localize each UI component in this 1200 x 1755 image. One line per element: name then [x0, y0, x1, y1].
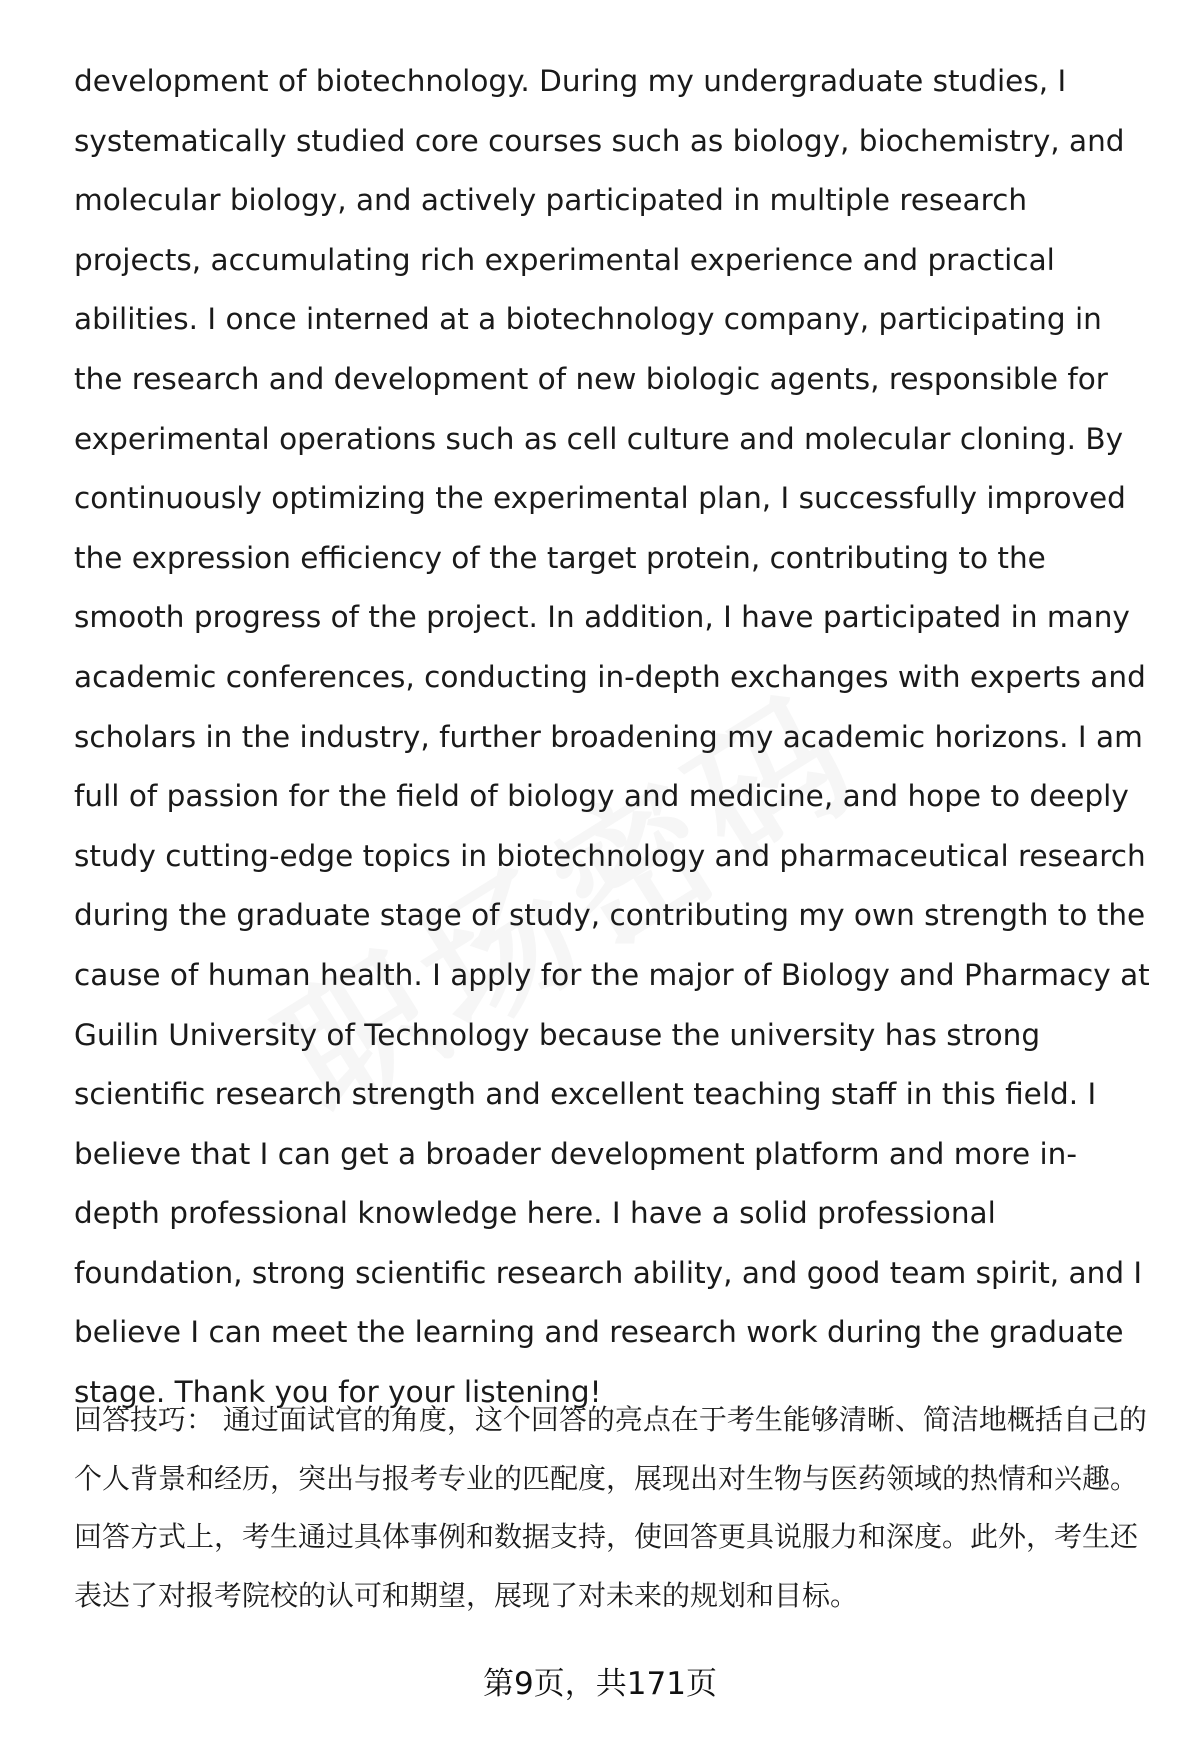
page-number: 第9页，共171页 — [483, 1666, 717, 1702]
essay-paragraph: development of biotechnology. During my undergraduate studies, I systematically studied core courses such as biology, biochemistry, and molecular biology, and actively participated in multiple research projects, accumulating rich experimental experience and practical abilities. I once interned at a biotechnology company, participating in the research and development of new biologic agents, responsible for experimental operations such as cell culture and molecular cloning. By continuously optimizing the experimental plan, I successfully improved the expression efficiency of the target protein, contributing to the smooth progress of the project. In addition, I have participated in many academic conferences, conducting in-depth exchanges with experts and scholars in the industry, further broadening my academic horizons. I am full of passion for the field of biology and medicine, and hope to deeply study cutting-edge topics in biotechnology and pharmaceutical research during the graduate stage of study, contributing my own strength to the cause of human health. I apply for the major of Biology and Pharmacy at Guilin University of Technology because the university has strong scientific research strength and excellent teaching staff in this field. I believe that I can get a broader development platform and more in-depth professional knowledge here. I have a solid professional foundation, strong scientific research ability, and good team spirit, and I believe I can meet the learning and research work during the graduate stage. Thank you for your listening! — [74, 64, 1150, 1410]
answer-tip-paragraph: 回答技巧： 通过面试官的角度，这个回答的亮点在于考生能够清晰、简洁地概括自己的个人背景和经历，突出与报考专业的匹配度，展现出对生物与医药领域的热情和兴趣。回答方式上，考生通过具体事例和数据支持，使回答更具说服力和深度。此外，考生还表达了对报考院校的认可和期望，展现了对未来的规划和目标。 — [74, 1403, 1147, 1612]
